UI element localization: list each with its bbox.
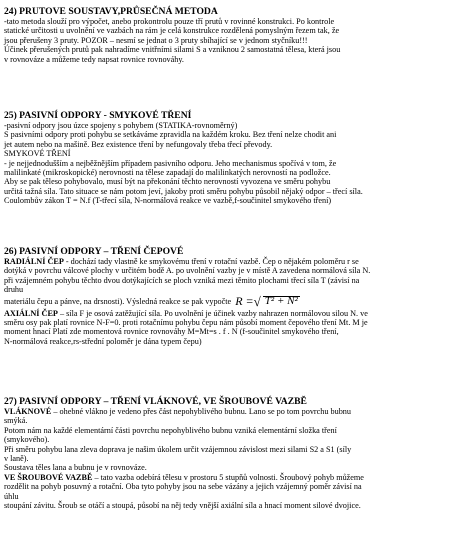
fiber-text-1: – ohebné vlákno je vedeno přes část nepohyblivého bubnu. Lano se po tom povrchu bubnu (51, 407, 351, 416)
resultant-formula (235, 293, 300, 309)
radial-pin-line-2: dotýká v povrchu válcové plochy v určitém bodě A. po uvolnění vazby je v místě A zavedena normálová síla N. (4, 266, 371, 276)
section-24-title: 24) PRUTOVE SOUSTAVY,PRŮSEČNÁ METODA (4, 6, 218, 17)
section-27-title: 27) PASIVNÍ ODPORY – TŘENÍ VLÁKNOVÉ, VE ŠROUBOVÉ VAZBĚ (4, 396, 307, 407)
section-24 (4, 6, 448, 64)
axial-pin-line-2: směru osy pak platí rovnice N-F=0. proti rotačnímu pohybu čepu nám působí moment čepového tření Mt. M je (4, 318, 368, 328)
radial-pin-line-3: při vzájemném pohybu těchto dvou dotýkajících se ploch vzniká mezi těmito plochami třecí síla T (závisí na (4, 275, 360, 285)
screw-heading: VE ŠROUBOVÉ VAZBĚ (4, 472, 93, 482)
section-25-line-7: Aby se pak těleso pohybovalo, musí být na překonání těchto nerovností vyvozena ve směru pohybu (4, 177, 331, 187)
radial-pin-line-1 (4, 257, 448, 266)
fiber-line-4: (smykového). (4, 435, 50, 445)
axial-pin-heading: AXIÁLNÍ ČEP (4, 308, 58, 318)
section-24-line-5: v rovnováze a můžeme tedy napsat rovnice rovnováhy. (4, 54, 184, 64)
fiber-line-5: Při směru pohybu lana zleva doprava je našim úkolem určit vzájemnou závislost mezi silami S2 a S1 (síly (4, 444, 352, 454)
section-26 (4, 246, 448, 346)
section-25-line-8: určitá tažná síla. Tato situace se nám potom jeví, jakoby proti směru pohybu působil nějaký odpor – třecí síla. (4, 186, 363, 196)
formula-intro-text: materiálu čepu a pánve, na drsnosti). Výsledná reakce se pak vypočte (4, 296, 232, 306)
section-27 (4, 396, 448, 510)
axial-pin-text-1: – síla F je osová zatěžující síla. Po uvolnění je účinek vazby nahrazen normálovou silou N. ve (57, 308, 368, 318)
fiber-heading: VLÁKNOVÉ (4, 407, 52, 416)
fiber-line-2: smýká. (4, 416, 28, 426)
formula-row (4, 295, 448, 309)
screw-line-2: rozdělit na pohyb posuvný a rotační. Oba tyto pohyby jsou na sebe vázány a jejich vzájemný poměr závisí na (4, 482, 362, 492)
fiber-line-7: Soustava těles lana a bubnu je v rovnováze. (4, 463, 147, 473)
formula-radicand: T² + N² (264, 295, 298, 308)
radial-pin-line-4: druhu (4, 285, 24, 295)
section-26-title: 26) PASIVNÍ ODPORY – TŘENÍ ČEPOVÉ (4, 246, 184, 257)
radial-pin-heading: RADIÁLNÍ ČEP (4, 257, 64, 266)
section-25-title: 25) PASIVNÍ ODPORY - SMYKOVÉ TŘENÍ (4, 110, 192, 121)
section-25 (4, 110, 448, 206)
radical-sign-icon: √ (253, 293, 261, 309)
screw-text-1: – tato vazba odebírá tělesu v prostoru 5 stupňů volnosti. Šroubový pohyb můžeme (92, 472, 364, 482)
section-25-line-3: jet autem nebo na mašině. Bez existence tření by nefungovaly třeba třecí převody. (4, 139, 273, 149)
radial-pin-text-1: - dochází tady vlastně ke smykovému tření v rotační vazbě. Čep o nějakém poloměru r se (63, 257, 359, 266)
section-24-line-2: statické určitosti u uvolnění ve vazbách na rám je celá konstrukce rozdělená pomyslným řezem tak, že (4, 26, 340, 36)
screw-line-1 (4, 473, 448, 482)
section-25-line-2: S pasivními odpory proti pohybu se setkáváme zpravidla na každém kroku. Bez tření nelze chodit ani (4, 130, 337, 140)
section-25-line-5: - je nejjednodušším a nejběžnějším případem pasivního odporu. Jeho mechanismus spočívá v tom, že (4, 158, 337, 168)
section-25-subheading: SMYKOVÉ TŘENÍ (4, 149, 71, 159)
axial-pin-line-1 (4, 309, 448, 318)
fiber-line-6: v laně). (4, 454, 29, 464)
section-25-line-6: malilinkaté (mikroskopické) nerovnosti na tělese zapadají do malilinkatých nerovností na podložce. (4, 168, 331, 178)
section-25-line-9: Coulombův zákon T = N.f (T-třecí síla, N-normálová reakce ve vazbě,f-součinitel smykového tření) (4, 196, 332, 206)
fiber-line-3: Potom nám na každé elementární části povrchu nepohyblivého bubnu vzniká elementární složka tření (4, 425, 337, 435)
section-24-line-3: jsou přerušeny 3 pruty. POZOR – nesmí se jednat o 3 pruty sbíhající se v jednom styčníku!!! (4, 35, 308, 45)
formula-lhs: R = (235, 293, 254, 308)
screw-line-3: úhlu (4, 491, 19, 501)
fiber-line-1 (4, 407, 448, 416)
screw-line-4: stoupání závitu. Šroub se otáčí a stoupá, působí na něj tedy vnější axiální síla a hnací moment silové dvojice. (4, 501, 361, 511)
section-24-line-1: -tato metoda slouží pro výpočet, anebo prokontrolu pouze tří prutů v rovinné konstrukci. Po kontrole (4, 17, 335, 26)
section-24-line-4: Účinek přerušených prutů pak nahradíme vnitřními silami S a vzniknou 2 samostatná tělesa, která jsou (4, 45, 341, 55)
axial-pin-line-3: moment hnací Platí zde momentová rovnice rovnováhy M=Mt=s . f . N (f-součinitel smykového tření, (4, 327, 339, 337)
axial-pin-line-4: N-normálová reakce,rs-střední poloměr je dána typem čepu) (4, 336, 202, 346)
section-25-line-1: -pasivní odpory jsou úzce spojeny s pohybem (STATIKA-rovnoměrný) (4, 121, 238, 130)
